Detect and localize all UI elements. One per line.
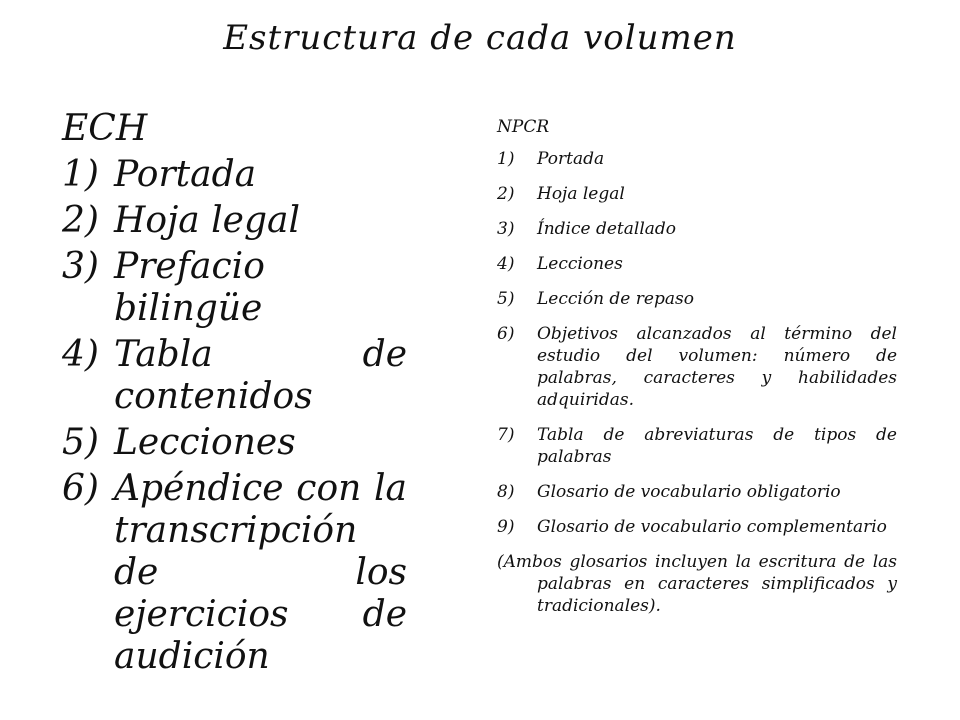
item-number: 6) [62, 468, 99, 509]
list-item [497, 424, 897, 468]
list-item [62, 422, 407, 464]
npcr-column [497, 116, 897, 617]
item-number: 3) [62, 246, 99, 287]
item-text: Tabla de contenidos [114, 334, 407, 417]
ech-heading: ECH [62, 108, 148, 149]
list-item [497, 148, 897, 170]
item-number: 4) [497, 254, 515, 274]
item-number: 9) [497, 517, 515, 537]
list-item [497, 288, 897, 310]
list-item [62, 200, 407, 242]
list-item [497, 253, 897, 275]
item-number: 2) [62, 200, 99, 241]
item-number: 1) [497, 149, 515, 169]
item-number: 2) [497, 184, 515, 204]
list-item [497, 183, 897, 205]
list-item [62, 468, 407, 678]
npcr-heading: NPCR [497, 117, 550, 137]
item-text: Lecciones [537, 254, 623, 274]
item-text: Apéndice con la transcripción de los ejercicios de audición [114, 468, 407, 677]
item-text: Prefacio bilingüe [114, 246, 265, 329]
list-item [62, 246, 407, 330]
npcr-list [497, 148, 897, 538]
slide-title: Estructura de cada volumen [223, 18, 737, 58]
item-number: 8) [497, 482, 515, 502]
item-number: 6) [497, 324, 515, 344]
item-number: 1) [62, 154, 99, 195]
list-item [497, 323, 897, 411]
item-number: 5) [497, 289, 515, 309]
list-item [62, 334, 407, 418]
item-number: 7) [497, 425, 515, 445]
item-text: Portada [537, 149, 605, 169]
glossary-note: (Ambos glosarios incluyen la escritura de las palabras en caracteres simplificados y tradicionales). [497, 552, 897, 616]
ech-list [62, 154, 407, 678]
list-item [497, 218, 897, 240]
item-text: Índice detallado [537, 219, 677, 239]
item-text: Glosario de vocabulario obligatorio [537, 482, 841, 502]
item-text: Lección de repaso [537, 289, 694, 309]
item-text: Lecciones [114, 422, 296, 463]
item-number: 5) [62, 422, 99, 463]
item-number: 3) [497, 219, 515, 239]
item-text: Glosario de vocabulario complementario [537, 517, 887, 537]
item-text: Tabla de abreviaturas de tipos de palabras [537, 425, 897, 467]
item-number: 4) [62, 334, 99, 375]
item-text: Hoja legal [537, 184, 625, 204]
list-item [497, 481, 897, 503]
list-item [497, 516, 897, 538]
ech-column [62, 108, 407, 682]
item-text: Hoja legal [114, 200, 300, 241]
list-item [62, 154, 407, 196]
item-text: Objetivos alcanzados al término del estudio del volumen: número de palabras, caracteres y habilidades adquiridas. [537, 324, 897, 410]
item-text: Portada [114, 154, 257, 195]
